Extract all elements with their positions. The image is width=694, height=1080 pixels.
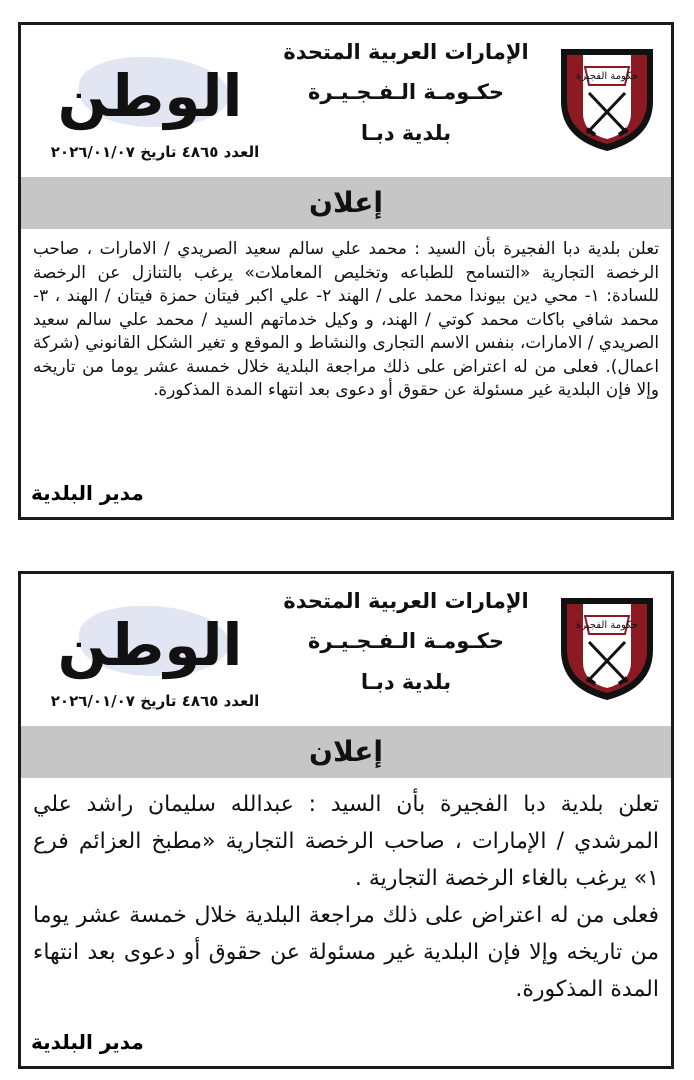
issue-number-date: العدد ٤٨٦٥ تاريخ ٢٠٢٦/٠١/٠٧ xyxy=(50,143,260,161)
notice-header xyxy=(21,25,671,177)
uae-title: الإمارات العربية المتحدة xyxy=(283,40,529,64)
fujairah-government-title: حكـومـة الـفـجـيـرة xyxy=(308,80,504,104)
municipality-title: بلدية دبـا xyxy=(360,670,452,694)
newspaper-block xyxy=(35,39,275,159)
announcement-heading: إعلان xyxy=(21,177,671,229)
fujairah-emblem-icon xyxy=(557,592,657,704)
fujairah-government-title: حكـومـة الـفـجـيـرة xyxy=(308,629,504,653)
newspaper-logo: الوطن xyxy=(57,611,243,679)
issue-number-date: العدد ٤٨٦٥ تاريخ ٢٠٢٦/٠١/٠٧ xyxy=(50,692,260,710)
government-heading xyxy=(271,35,541,151)
signature: مدير البلدية xyxy=(31,481,144,505)
notice-body xyxy=(21,778,671,1008)
svg-text:حكومة الفجيرة: حكومة الفجيرة xyxy=(576,620,638,631)
notice-2 xyxy=(18,571,674,1069)
notice-paragraph: فعلى من له اعتراض على ذلك مراجعة البلدية خلال خمسة عشر يوما من تاريخه وإلا فإن البلدية غير مسئولة عن حقوق أو دعوى بعد انتهاء المدة المذكورة. xyxy=(33,903,659,1002)
notice-paragraph: تعلن بلدية دبا الفجيرة بأن السيد : عبدالله سليمان راشد علي المرشدي / الإمارات ، صاحب الرخصة التجارية «مطبخ العزائم فرع ١» يرغب بالغاء الرخصة التجارية . xyxy=(33,792,659,891)
notice-header xyxy=(21,574,671,726)
government-heading xyxy=(271,584,541,700)
notice-paragraph: تعلن بلدية دبا الفجيرة بأن السيد : محمد علي سالم سعيد الصريدي / الامارات ، صاحب الرخصة التجارية «التسامح للطباعه وتخليص المعاملات» يرغب بالتنازل عن الرخصة للسادة: ١- محي دين بيوندا محمد على / الهند ٢- علي اكبر فيتان حمزة فيتان / الهند ، ٣- محمد شافي باكات محمد كوتي / الهند، و وكيل خدماتهم السيد / محمد علي سالم سعيد الصريدي / الامارات، بنفس الاسم التجارى والنشاط و الموقع و تغير الشكل القانوني (شركة اعمال). فعلى من له اعتراض على ذلك مراجعة البلدية خلال خمسة عشر يوما من تاريخه وإلا فإن البلدية غير مسئولة عن حقوق أو دعوى بعد انتهاء المدة المذكورة. xyxy=(33,238,659,399)
fujairah-emblem-icon xyxy=(557,43,657,155)
svg-text:حكومة الفجيرة: حكومة الفجيرة xyxy=(576,71,638,82)
newspaper-block xyxy=(35,588,275,708)
notice-body xyxy=(21,229,671,402)
signature: مدير البلدية xyxy=(31,1030,144,1054)
announcement-heading: إعلان xyxy=(21,726,671,778)
uae-title: الإمارات العربية المتحدة xyxy=(283,589,529,613)
newspaper-logo: الوطن xyxy=(57,62,243,130)
municipality-title: بلدية دبـا xyxy=(360,121,452,145)
notice-1 xyxy=(18,22,674,520)
